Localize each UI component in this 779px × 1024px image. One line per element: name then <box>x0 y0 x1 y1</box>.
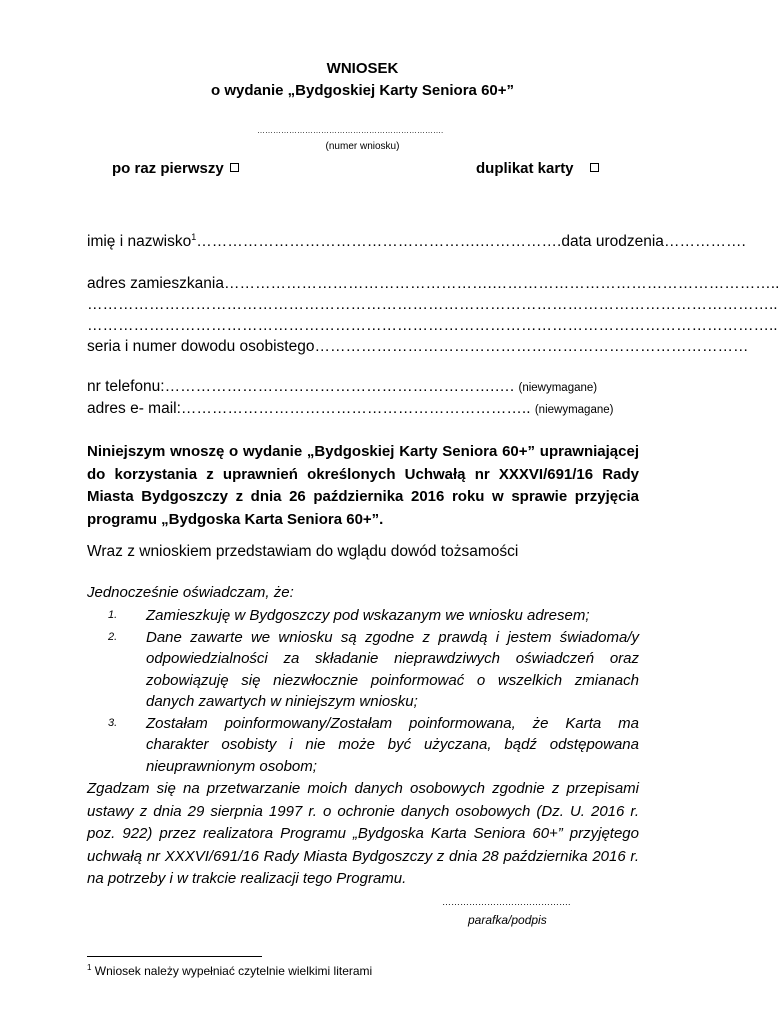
application-number-field[interactable]: ……………………………………………………………. <box>257 126 444 135</box>
footnote-divider <box>87 956 262 957</box>
birth-date-input[interactable]: ……………. <box>663 233 746 251</box>
signature-field[interactable]: ……………………………………. <box>442 897 571 907</box>
phone-input[interactable]: ……………………………………………………….…. <box>164 378 515 395</box>
address-label: adres zamieszkania <box>87 275 224 292</box>
name-footnote-mark: 1 <box>191 232 197 242</box>
name-birth-row <box>87 232 746 251</box>
application-number-label: (numer wniosku) <box>325 141 400 152</box>
phone-row <box>87 378 639 396</box>
name-label: imię i nazwisko <box>87 233 192 251</box>
signature-label: parafka/podpis <box>468 913 547 927</box>
footnote <box>87 963 372 978</box>
footnote-text: Wniosek należy wypełniać czytelnie wielkimi literami <box>91 964 373 978</box>
name-input[interactable]: ……………………………………………….……………. <box>196 233 562 251</box>
consent-paragraph: Zgadzam się na przetwarzanie moich danych osobowych zgodnie z przepisami ustawy z dnia 29 sierpnia 1997 r. o ochronie danych osobowych (Dz. U. 2016 r. poz. 922) przez realizatora Programu „Bydgoska Karta Seniora 60+” przyjętego uchwałą nr XXXVI/691/16 Rady Miasta Bydgoszczy z dnia 28 października 2016 r. na potrzeby i w trakcie realizacji tego Programu. <box>87 780 639 887</box>
declaration-item <box>108 713 639 778</box>
id-card-row <box>87 338 749 356</box>
first-time-checkbox[interactable] <box>230 163 239 172</box>
option-first-time <box>112 160 239 177</box>
request-paragraph: Niniejszym wnoszę o wydanie „Bydgoskiej Karty Seniora 60+” uprawniającej do korzystania z uprawnień określonych Uchwałą nr XXXVI/691/16 Rady Miasta Bydgoszczy z dnia 26 października 2016 roku w sprawie przyjęcia programu „Bydgoska Karta Seniora 60+”. <box>87 443 639 528</box>
address-line-2[interactable]: …………………………………………………………………………………………………………………….. <box>87 296 778 313</box>
declaration-item <box>108 605 639 627</box>
declaration-item-text: Dane zawarte we wniosku są zgodne z prawdą i jestem świadoma/y odpowiedzialności za składanie nieprawdziwych oświadczeń oraz zobowiązuję się niezwłocznie poinformować o wszelkich zmianach danych zawartych w niniejszym wniosku; <box>146 628 639 710</box>
address-row <box>87 275 779 293</box>
phone-hint: (niewymagane) <box>518 382 598 394</box>
email-input[interactable]: ………………………………………………………….. <box>180 400 531 417</box>
id-card-label: seria i numer dowodu osobistego <box>87 338 315 355</box>
birth-date-label: data urodzenia <box>561 233 664 251</box>
declaration-intro: Jednocześnie oświadczam, że: <box>87 584 294 601</box>
email-row <box>87 400 639 418</box>
address-input[interactable]: …………………………………………….……………………………………………….. <box>223 275 779 292</box>
declaration-item-number: 3. <box>108 716 118 729</box>
declaration-item <box>108 627 639 713</box>
address-line-3[interactable]: …………………………………………………………………………………………………………………….. <box>87 317 778 334</box>
document-subtitle: o wydanie „Bydgoskiej Karty Seniora 60+” <box>210 82 515 99</box>
identity-document-sentence: Wraz z wnioskiem przedstawiam do wglądu dowód tożsamości <box>87 543 519 560</box>
email-hint: (niewymagane) <box>534 404 614 416</box>
declaration-item-number: 2. <box>108 630 118 643</box>
declaration-item-text: Zamieszkuję w Bydgoszczy pod wskazanym we wniosku adresem; <box>146 607 590 624</box>
phone-label: nr telefonu: <box>87 378 165 395</box>
declaration-item-number: 1. <box>108 609 118 621</box>
id-card-input[interactable]: ………………………………………………………………………… <box>314 338 749 355</box>
duplicate-checkbox[interactable] <box>590 163 599 172</box>
document-title: WNIOSEK <box>326 60 399 77</box>
declaration-list <box>108 605 639 777</box>
option-first-time-label: po raz pierwszy <box>112 160 224 177</box>
option-duplicate <box>476 160 599 177</box>
option-duplicate-label: duplikat karty <box>476 160 574 177</box>
footnote-mark: 1 <box>87 963 92 972</box>
email-label: adres e- mail: <box>87 400 181 417</box>
declaration-item-text: Zostałam poinformowany/Zostałam poinformowana, że Karta ma charakter osobisty i nie może być użyczana, bądź odstępowana nieuprawnionym osobom; <box>146 714 639 775</box>
